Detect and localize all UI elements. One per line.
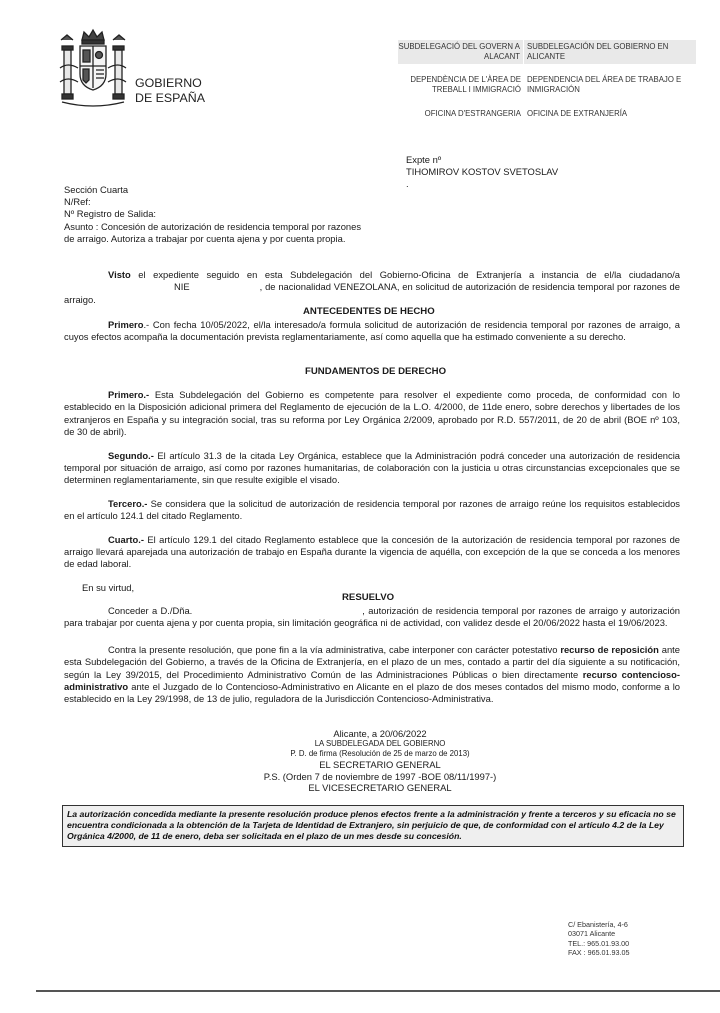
fundamentos-heading: FUNDAMENTOS DE DERECHO: [305, 366, 447, 377]
conceder-text: , autorización de residencia temporal por razones de arraigo y autorización para trabajar por cuenta ajena y por cuenta propia, sin limitación geográfica ni de actividad, con validez desde el 20/06/2022 hasta el 19/06/2023.: [64, 605, 680, 629]
header-row: [398, 40, 696, 64]
fundamento-text: Esta Subdelegación del Gobierno es competente para resolver el expediente como proceda, de conformidad con lo establecido en la Disposición adicional primera del Reglamento de ejecución de la L.O. 4/2000, de 11de enero, sobre derechos y libertades de los extranjeros en España y su integración social, tras su reforma por Ley Orgánica 2/2009, aprobado por R.D. 557/2011, de 20 de abril (BOE nº 103, de 30 de abril).: [64, 389, 680, 438]
signature-line-3: EL SECRETARIO GENERAL: [319, 759, 441, 771]
signature-line-5: EL VICESECRETARIO GENERAL: [308, 782, 452, 794]
antecedentes-text: .- Con fecha 10/05/2022, el/la interesado/a formula solicitud de autorización de residencia temporal por razones de arraigo, a cuyos efectos acompaña la documentación prevista reglamentariamente, así como aquella que ha estimado conveniente a su derecho.: [64, 319, 680, 343]
reference-block: [64, 184, 364, 245]
visto-paragraph: [64, 269, 680, 306]
expediente-extra: .: [406, 178, 409, 189]
place-date: Alicante, a 20/06/2022: [333, 728, 427, 739]
header-row-right: DEPENDENCIA DEL ÁREA DE TRABAJO E INMIGRACIÓN: [527, 75, 682, 94]
expediente-name: TIHOMIROV KOSTOV SVETOSLAV: [406, 166, 559, 177]
fundamento-text: El artículo 129.1 del citado Reglamento establece que la concesión de la autorización de residencia temporal por razones de arraigo llevará aparejada una autorización de trabajo en España durante la vigencia de aquélla, con excepción de la que se conceda a los menores de edad laboral.: [64, 533, 680, 570]
header-row-right: OFICINA DE EXTRANJERÍA: [527, 109, 628, 118]
government-name: [135, 76, 205, 105]
header-row: [398, 73, 696, 97]
header-row-left: OFICINA D'ESTRANGERIA: [424, 109, 521, 118]
registro-label: Nº Registro de Salida:: [64, 208, 157, 220]
government-line-2: DE ESPAÑA: [135, 90, 206, 105]
visto-lead: Visto: [108, 269, 131, 280]
address-fax: FAX : 965.01.93.05: [568, 948, 630, 958]
recurso-text-a: Contra la presente resolución, que pone fin a la vía administrativa, cabe interponer con carácter potestativo: [108, 643, 561, 655]
validity-notice: La autorización concedida mediante la presente resolución produce plenos efectos frente a la administración y frente a terceros y su eficacia no se encuentra condicionada a la obtención de la Tarjeta de Identidad de Extranjero, sin perjuicio de que, de conformidad con el artículo 4.2 de la Ley Orgánica 4/2000, de 11 de enero, deba ser solicitada en el plazo de un mes desde su concesión.: [62, 805, 684, 847]
signature-line-2: P. D. de firma (Resolución de 25 de marzo de 2013): [290, 749, 470, 759]
antecedentes-paragraph: [64, 319, 680, 344]
government-line-1: GOBIERNO: [135, 76, 202, 90]
signature-line-1: LA SUBDELEGADA DEL GOBIERNO: [314, 739, 446, 749]
footer-divider: [36, 990, 720, 992]
section-label: Sección Cuarta: [64, 184, 129, 195]
recurso-reposicion: recurso de reposición: [560, 643, 659, 655]
asunto-text: Asunto : Concesión de autorización de residencia temporal por razones de arraigo. Autoriza a trabajar por cuenta ajena y por cuenta propia.: [64, 220, 362, 244]
conceder-label: Conceder a D./Dña.: [108, 605, 193, 616]
resuelvo-paragraphs: [64, 605, 680, 706]
coat-of-arms-emblem: [58, 28, 128, 112]
recurso-text-c: ante esta Subdelegación del Gobierno, a través de la Oficina de Extranjería, en el plazo de un mes, contado a partir del día siguiente a su notificación, según la Ley 39/2015, del Procedimiento Administrativo Común de las Administraciones Públicas o bien directamente: [64, 643, 680, 680]
ref-label: N/Ref:: [64, 196, 91, 208]
office-header-table: [398, 40, 696, 121]
office-address: [568, 920, 630, 958]
header-row: [398, 107, 696, 121]
fundamento-lead: Cuarto.-: [108, 533, 144, 545]
fundamentos-paragraphs: [64, 389, 680, 594]
visto-text-2: , de nacionalidad VENEZOLANA, en solicitud de autorización de residencia temporal por razones de arraigo.: [64, 281, 680, 305]
fundamento-lead: Primero.-: [108, 389, 150, 400]
recurso-contencioso: recurso contencioso-administrativo: [64, 668, 680, 693]
signature-line-4: P.S. (Orden 7 de noviembre de 1997 -BOE 08/11/1997-): [263, 770, 497, 782]
virtud-text: En su virtud,: [82, 581, 135, 593]
nie-label: NIE: [174, 281, 190, 293]
fundamento-text: Se considera que la solicitud de autorización de residencia temporal por razones de arraigo reúne los requisitos establecidos en el artículo 124.1 del citado Reglamento.: [64, 497, 680, 522]
fundamento-text: El artículo 31.3 de la citada Ley Orgánica, establece que la Administración podrá conceder una autorización de residencia temporal por situación de arraigo, así como por razones humanitarias, de colaboración con la justicia u otras circunstancias excepcionales que se determinen reglamentariamente, sin que resulte exigible el visado.: [64, 449, 680, 486]
expediente-block: [406, 154, 558, 190]
recurso-text-e: ante el Juzgado de lo Contencioso-Administrativo en Alicante en el plazo de dos meses contados del mismo modo, conforme a lo establecido en la Ley 29/1998, de 13 de julio, reguladora de la Jurisdicción Contencioso-Administrativa.: [64, 681, 680, 705]
header-row-left: DEPENDÈNCIA DE L'ÀREA DE TREBALL I IMMIGRACIÓ: [410, 75, 521, 94]
resuelvo-heading: RESUELVO: [342, 592, 395, 603]
expediente-label: Expte nº: [406, 154, 442, 165]
address-city: 03071 Alicante: [568, 929, 616, 939]
address-street: C/ Ebanistería, 4-6: [568, 920, 628, 929]
address-tel: TEL.: 965.01.93.00: [568, 938, 630, 948]
header-row-left: SUBDELEGACIÓ DEL GOVERN A ALACANT: [398, 40, 524, 64]
fundamento-lead: Segundo.-: [108, 449, 154, 461]
antecedentes-lead: Primero: [108, 319, 144, 330]
fundamento-lead: Tercero.-: [108, 497, 148, 509]
header-row-right: SUBDELEGACIÓN DEL GOBIERNO EN ALICANTE: [524, 40, 696, 64]
visto-text: el expediente seguido en esta Subdelegación del Gobierno-Oficina de Extranjería a instancia de el/la ciudadano/a: [130, 269, 680, 280]
antecedentes-heading: ANTECEDENTES DE HECHO: [303, 306, 435, 317]
signature-block: [230, 728, 530, 794]
